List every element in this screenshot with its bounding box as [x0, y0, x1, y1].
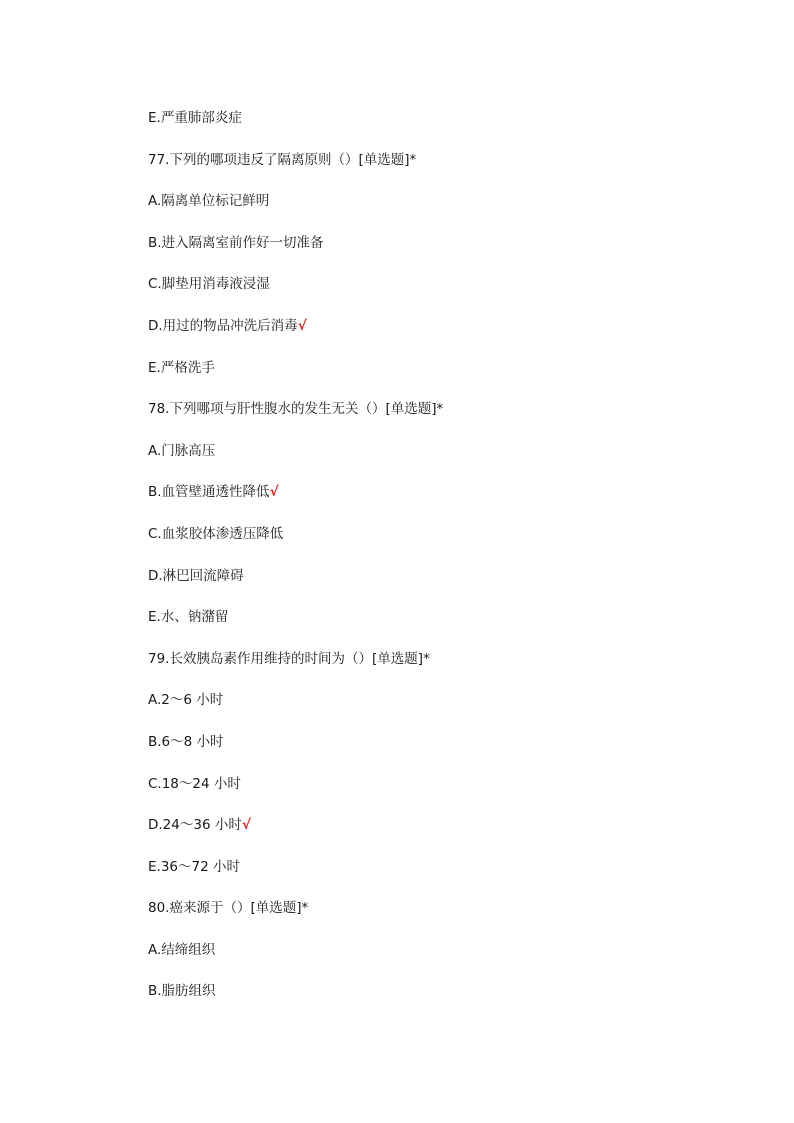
line-text: A.2～6 小时 [148, 692, 224, 709]
option-a-line [148, 441, 748, 483]
line-text: E.严格洗手 [148, 359, 215, 376]
option-e-line [148, 358, 748, 400]
option-c-line [148, 524, 748, 566]
line-text: D.24～36 小时 [148, 817, 242, 834]
option-e-line [148, 607, 748, 649]
line-text: B.6～8 小时 [148, 733, 224, 750]
document-page [148, 108, 748, 1023]
option-b-line [148, 233, 748, 275]
line-text: D.用过的物品冲洗后消毒 [148, 317, 298, 334]
option-d-line [148, 815, 748, 857]
option-b-line [148, 981, 748, 1023]
line-text: D.淋巴回流障碍 [148, 567, 244, 584]
line-text: C.18～24 小时 [148, 775, 241, 792]
option-a-line [148, 191, 748, 233]
option-d-line [148, 316, 748, 358]
question-79 [148, 649, 748, 691]
check-mark: √ [269, 484, 279, 501]
option-a-line [148, 690, 748, 732]
option-c-line [148, 774, 748, 816]
check-mark: √ [297, 317, 307, 334]
question-text: 78.下列哪项与肝性腹水的发生无关（）[单选题]* [148, 401, 444, 418]
line-text: E.严重肺部炎症 [148, 110, 242, 126]
option-c-line [148, 274, 748, 316]
option-b-line [148, 482, 748, 524]
line-text: A.隔离单位标记鲜明 [148, 193, 270, 210]
option-b-line [148, 732, 748, 774]
line-text: E.水、钠潴留 [148, 609, 229, 626]
question-78 [148, 399, 748, 441]
question-80 [148, 898, 748, 940]
option-a-line [148, 940, 748, 982]
line-text: B.血管壁通透性降低 [148, 484, 270, 501]
line-text: C.血浆胶体渗透压降低 [148, 525, 284, 542]
question-text: 77.下列的哪项违反了隔离原则（）[单选题]* [148, 151, 417, 168]
line-text: B.进入隔离室前作好一切准备 [148, 234, 324, 251]
question-text: 79.长效胰岛素作用维持的时间为（）[单选题]* [148, 650, 430, 667]
line-text: C.脚垫用消毒液浸湿 [148, 276, 270, 293]
option-e-line [148, 108, 748, 150]
line-text: B.脂肪组织 [148, 983, 216, 1000]
option-e-line [148, 857, 748, 899]
question-77 [148, 150, 748, 192]
option-d-line [148, 566, 748, 608]
line-text: A.门脉高压 [148, 442, 216, 459]
check-mark: √ [241, 817, 251, 834]
line-text: A.结缔组织 [148, 941, 216, 958]
question-text: 80.癌来源于（）[单选题]* [148, 900, 309, 917]
line-text: E.36～72 小时 [148, 858, 240, 875]
